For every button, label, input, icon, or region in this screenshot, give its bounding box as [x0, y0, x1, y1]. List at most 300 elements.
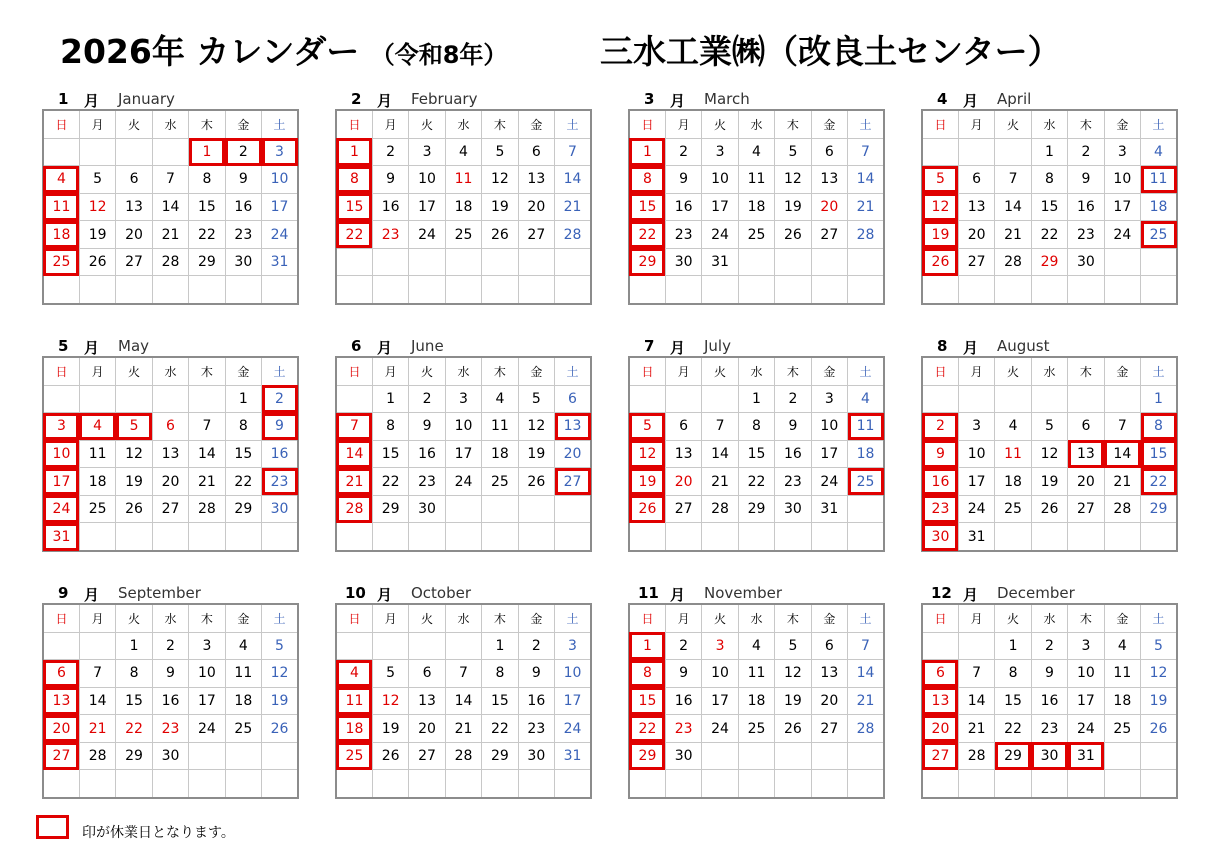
day-cell: 23 [775, 468, 811, 496]
day-cell: 20 [811, 687, 847, 715]
month-number: 11 [638, 584, 659, 602]
day-cell: 19 [262, 687, 298, 715]
day-cell: 25 [445, 221, 481, 249]
empty-cell [848, 276, 884, 304]
day-cell: 23 [922, 495, 958, 523]
empty-cell [152, 523, 188, 551]
day-cell: 28 [445, 742, 481, 770]
day-cell: 17 [409, 193, 445, 221]
day-cell: 12 [482, 166, 518, 194]
empty-cell [409, 632, 445, 660]
day-cell: 17 [1104, 193, 1140, 221]
weekday-header: 火 [116, 604, 152, 632]
day-cell: 3 [189, 632, 225, 660]
weekday-header: 土 [1141, 357, 1177, 385]
day-cell: 9 [665, 166, 701, 194]
day-cell: 18 [995, 468, 1031, 496]
month-calendar [628, 581, 885, 801]
day-cell: 17 [702, 687, 738, 715]
weekday-header: 木 [1068, 604, 1104, 632]
empty-cell [79, 385, 115, 413]
weekday-header: 月 [79, 110, 115, 138]
month-header [335, 334, 592, 358]
day-cell: 6 [1068, 413, 1104, 441]
empty-cell [811, 276, 847, 304]
weekday-header: 土 [262, 604, 298, 632]
empty-cell [372, 276, 408, 304]
weekday-header: 日 [336, 110, 372, 138]
day-cell: 23 [518, 715, 554, 743]
day-cell: 24 [811, 468, 847, 496]
day-cell: 1 [116, 632, 152, 660]
day-cell: 30 [922, 523, 958, 551]
month-kanji: 月 [963, 586, 979, 604]
day-cell: 27 [518, 221, 554, 249]
empty-cell [336, 385, 372, 413]
day-cell: 1 [995, 632, 1031, 660]
day-cell: 3 [409, 138, 445, 166]
empty-cell [1068, 276, 1104, 304]
weekday-header: 水 [1031, 110, 1067, 138]
day-cell: 27 [922, 742, 958, 770]
empty-cell [372, 523, 408, 551]
day-cell: 5 [1031, 413, 1067, 441]
day-cell: 22 [225, 468, 261, 496]
weekday-header: 木 [775, 357, 811, 385]
empty-cell [629, 385, 665, 413]
day-cell: 9 [1068, 166, 1104, 194]
empty-cell [1031, 770, 1067, 798]
day-cell: 9 [225, 166, 261, 194]
empty-cell [922, 138, 958, 166]
empty-cell [445, 632, 481, 660]
day-cell: 7 [702, 413, 738, 441]
weekday-header: 土 [555, 357, 591, 385]
empty-cell [262, 276, 298, 304]
day-cell: 7 [445, 660, 481, 688]
day-cell: 4 [995, 413, 1031, 441]
day-cell: 28 [995, 248, 1031, 276]
day-cell: 28 [1104, 495, 1140, 523]
day-cell: 15 [629, 193, 665, 221]
empty-cell [152, 276, 188, 304]
day-cell: 16 [922, 468, 958, 496]
month-header [628, 87, 885, 111]
day-cell: 31 [262, 248, 298, 276]
day-cell: 29 [738, 495, 774, 523]
day-cell: 26 [372, 742, 408, 770]
empty-cell [665, 523, 701, 551]
empty-cell [482, 770, 518, 798]
day-cell: 28 [336, 495, 372, 523]
day-cell: 9 [262, 413, 298, 441]
empty-cell [445, 770, 481, 798]
empty-cell [958, 276, 994, 304]
empty-cell [958, 632, 994, 660]
day-cell: 28 [958, 742, 994, 770]
day-cell: 26 [922, 248, 958, 276]
day-cell: 9 [409, 413, 445, 441]
empty-cell [445, 523, 481, 551]
day-cell: 4 [848, 385, 884, 413]
day-cell: 31 [555, 742, 591, 770]
weekday-header: 火 [116, 357, 152, 385]
day-cell: 2 [409, 385, 445, 413]
empty-cell [922, 385, 958, 413]
weekday-header: 月 [372, 357, 408, 385]
empty-cell [922, 632, 958, 660]
day-cell: 13 [555, 413, 591, 441]
day-cell: 27 [958, 248, 994, 276]
day-cell: 3 [1068, 632, 1104, 660]
empty-cell [518, 770, 554, 798]
day-cell: 23 [665, 715, 701, 743]
empty-cell [995, 770, 1031, 798]
empty-cell [775, 523, 811, 551]
day-cell: 19 [629, 468, 665, 496]
empty-cell [958, 138, 994, 166]
weekday-header: 木 [482, 357, 518, 385]
day-cell: 28 [702, 495, 738, 523]
day-cell: 1 [1031, 138, 1067, 166]
weekday-header: 月 [665, 604, 701, 632]
day-cell: 28 [152, 248, 188, 276]
empty-cell [775, 248, 811, 276]
calendar-title [60, 26, 507, 73]
day-cell: 29 [629, 248, 665, 276]
empty-cell [482, 248, 518, 276]
day-cell: 5 [372, 660, 408, 688]
day-cell: 3 [958, 413, 994, 441]
day-cell: 14 [336, 440, 372, 468]
empty-cell [1104, 385, 1140, 413]
day-cell: 2 [372, 138, 408, 166]
day-cell: 4 [738, 632, 774, 660]
day-cell: 21 [848, 193, 884, 221]
empty-cell [738, 770, 774, 798]
day-cell: 29 [189, 248, 225, 276]
empty-cell [409, 770, 445, 798]
empty-cell [1104, 276, 1140, 304]
day-cell: 16 [1068, 193, 1104, 221]
day-cell: 15 [482, 687, 518, 715]
day-cell: 11 [482, 413, 518, 441]
empty-cell [775, 276, 811, 304]
empty-cell [665, 385, 701, 413]
weekday-header: 土 [555, 604, 591, 632]
weekday-header: 木 [189, 110, 225, 138]
empty-cell [1068, 523, 1104, 551]
day-cell: 17 [1068, 687, 1104, 715]
empty-cell [116, 276, 152, 304]
month-english-name: August [997, 337, 1050, 355]
month-kanji: 月 [377, 586, 393, 604]
day-cell: 15 [336, 193, 372, 221]
month-grid [335, 603, 592, 799]
month-kanji: 月 [963, 339, 979, 357]
empty-cell [848, 742, 884, 770]
month-grid [921, 356, 1178, 552]
empty-cell [629, 276, 665, 304]
weekday-header: 土 [1141, 604, 1177, 632]
day-cell: 25 [225, 715, 261, 743]
month-number: 9 [58, 584, 69, 602]
weekday-header: 日 [922, 357, 958, 385]
legend-closed-box [36, 815, 69, 839]
month-header [921, 87, 1178, 111]
day-cell: 27 [555, 468, 591, 496]
day-cell: 19 [79, 221, 115, 249]
weekday-header: 月 [372, 110, 408, 138]
empty-cell [1104, 523, 1140, 551]
day-cell: 13 [958, 193, 994, 221]
day-cell: 20 [665, 468, 701, 496]
weekday-header: 月 [79, 604, 115, 632]
day-cell: 21 [189, 468, 225, 496]
day-cell: 14 [848, 660, 884, 688]
day-cell: 25 [482, 468, 518, 496]
weekday-header: 日 [922, 604, 958, 632]
day-cell: 14 [445, 687, 481, 715]
day-cell: 20 [958, 221, 994, 249]
day-cell: 11 [848, 413, 884, 441]
empty-cell [702, 523, 738, 551]
empty-cell [995, 385, 1031, 413]
month-english-name: June [411, 337, 444, 355]
day-cell: 23 [409, 468, 445, 496]
day-cell: 18 [738, 687, 774, 715]
day-cell: 5 [262, 632, 298, 660]
weekday-header: 日 [336, 604, 372, 632]
weekday-header: 火 [409, 357, 445, 385]
day-cell: 30 [262, 495, 298, 523]
empty-cell [482, 495, 518, 523]
day-cell: 15 [372, 440, 408, 468]
weekday-header: 金 [225, 604, 261, 632]
day-cell: 22 [1141, 468, 1177, 496]
day-cell: 6 [811, 632, 847, 660]
month-english-name: December [997, 584, 1075, 602]
day-cell: 18 [336, 715, 372, 743]
day-cell: 31 [702, 248, 738, 276]
day-cell: 31 [1068, 742, 1104, 770]
empty-cell [811, 770, 847, 798]
day-cell: 10 [702, 660, 738, 688]
empty-cell [189, 770, 225, 798]
month-header [921, 334, 1178, 358]
month-english-name: April [997, 90, 1032, 108]
day-cell: 7 [189, 413, 225, 441]
day-cell: 19 [775, 687, 811, 715]
empty-cell [738, 276, 774, 304]
day-cell: 7 [848, 632, 884, 660]
day-cell: 28 [555, 221, 591, 249]
empty-cell [1068, 385, 1104, 413]
day-cell: 17 [445, 440, 481, 468]
empty-cell [116, 385, 152, 413]
day-cell: 24 [1068, 715, 1104, 743]
day-cell: 7 [336, 413, 372, 441]
month-grid [42, 356, 299, 552]
empty-cell [152, 770, 188, 798]
month-number: 6 [351, 337, 362, 355]
day-cell: 21 [995, 221, 1031, 249]
empty-cell [262, 770, 298, 798]
empty-cell [848, 523, 884, 551]
empty-cell [79, 770, 115, 798]
day-cell: 7 [152, 166, 188, 194]
weekday-header: 月 [958, 604, 994, 632]
empty-cell [1031, 385, 1067, 413]
day-cell: 17 [958, 468, 994, 496]
day-cell: 3 [262, 138, 298, 166]
day-cell: 25 [848, 468, 884, 496]
day-cell: 17 [262, 193, 298, 221]
month-number: 5 [58, 337, 69, 355]
day-cell: 10 [1068, 660, 1104, 688]
empty-cell [555, 770, 591, 798]
calendar-title-era: （令和8年） [370, 41, 508, 69]
day-cell: 29 [1031, 248, 1067, 276]
day-cell: 6 [958, 166, 994, 194]
day-cell: 6 [518, 138, 554, 166]
weekday-header: 火 [995, 357, 1031, 385]
weekday-header: 金 [811, 357, 847, 385]
day-cell: 13 [518, 166, 554, 194]
weekday-header: 火 [409, 604, 445, 632]
day-cell: 11 [43, 193, 79, 221]
day-cell: 1 [738, 385, 774, 413]
day-cell: 19 [372, 715, 408, 743]
empty-cell [189, 523, 225, 551]
day-cell: 5 [79, 166, 115, 194]
day-cell: 8 [1031, 166, 1067, 194]
day-cell: 4 [482, 385, 518, 413]
day-cell: 5 [1141, 632, 1177, 660]
day-cell: 22 [629, 715, 665, 743]
weekday-header: 水 [738, 604, 774, 632]
empty-cell [738, 742, 774, 770]
day-cell: 12 [1031, 440, 1067, 468]
weekday-header: 水 [738, 357, 774, 385]
empty-cell [1141, 248, 1177, 276]
day-cell: 2 [922, 413, 958, 441]
day-cell: 13 [811, 166, 847, 194]
day-cell: 22 [629, 221, 665, 249]
empty-cell [336, 632, 372, 660]
day-cell: 25 [738, 221, 774, 249]
weekday-header: 金 [811, 110, 847, 138]
day-cell: 24 [958, 495, 994, 523]
day-cell: 2 [1031, 632, 1067, 660]
day-cell: 9 [922, 440, 958, 468]
day-cell: 5 [629, 413, 665, 441]
weekday-header: 月 [665, 357, 701, 385]
day-cell: 24 [555, 715, 591, 743]
day-cell: 14 [555, 166, 591, 194]
empty-cell [1031, 523, 1067, 551]
day-cell: 25 [738, 715, 774, 743]
day-cell: 5 [518, 385, 554, 413]
empty-cell [152, 385, 188, 413]
day-cell: 19 [922, 221, 958, 249]
empty-cell [409, 248, 445, 276]
day-cell: 3 [811, 385, 847, 413]
day-cell: 24 [409, 221, 445, 249]
day-cell: 24 [189, 715, 225, 743]
day-cell: 11 [225, 660, 261, 688]
day-cell: 10 [445, 413, 481, 441]
day-cell: 13 [43, 687, 79, 715]
day-cell: 20 [116, 221, 152, 249]
empty-cell [409, 276, 445, 304]
day-cell: 29 [482, 742, 518, 770]
day-cell: 11 [336, 687, 372, 715]
day-cell: 22 [482, 715, 518, 743]
empty-cell [79, 632, 115, 660]
day-cell: 15 [189, 193, 225, 221]
day-cell: 21 [702, 468, 738, 496]
day-cell: 18 [848, 440, 884, 468]
empty-cell [702, 385, 738, 413]
empty-cell [189, 742, 225, 770]
day-cell: 21 [445, 715, 481, 743]
day-cell: 1 [372, 385, 408, 413]
month-number: 3 [644, 90, 655, 108]
empty-cell [189, 385, 225, 413]
day-cell: 4 [336, 660, 372, 688]
day-cell: 2 [262, 385, 298, 413]
day-cell: 13 [1068, 440, 1104, 468]
weekday-header: 月 [665, 110, 701, 138]
day-cell: 4 [1104, 632, 1140, 660]
day-cell: 4 [79, 413, 115, 441]
day-cell: 25 [1141, 221, 1177, 249]
day-cell: 2 [152, 632, 188, 660]
day-cell: 8 [189, 166, 225, 194]
day-cell: 20 [409, 715, 445, 743]
day-cell: 31 [43, 523, 79, 551]
month-calendar [921, 87, 1178, 307]
day-cell: 16 [409, 440, 445, 468]
empty-cell [189, 276, 225, 304]
weekday-header: 火 [702, 604, 738, 632]
month-header [42, 87, 299, 111]
day-cell: 4 [1141, 138, 1177, 166]
day-cell: 16 [152, 687, 188, 715]
weekday-header: 木 [482, 110, 518, 138]
empty-cell [1031, 276, 1067, 304]
day-cell: 18 [225, 687, 261, 715]
day-cell: 8 [225, 413, 261, 441]
day-cell: 17 [555, 687, 591, 715]
month-kanji: 月 [670, 586, 686, 604]
month-header [921, 581, 1178, 605]
day-cell: 28 [848, 715, 884, 743]
day-cell: 30 [152, 742, 188, 770]
day-cell: 26 [629, 495, 665, 523]
day-cell: 19 [1031, 468, 1067, 496]
day-cell: 1 [629, 632, 665, 660]
day-cell: 24 [445, 468, 481, 496]
day-cell: 6 [152, 413, 188, 441]
weekday-header: 土 [262, 110, 298, 138]
month-calendar [628, 334, 885, 554]
day-cell: 26 [775, 715, 811, 743]
empty-cell [738, 248, 774, 276]
empty-cell [225, 523, 261, 551]
day-cell: 19 [116, 468, 152, 496]
